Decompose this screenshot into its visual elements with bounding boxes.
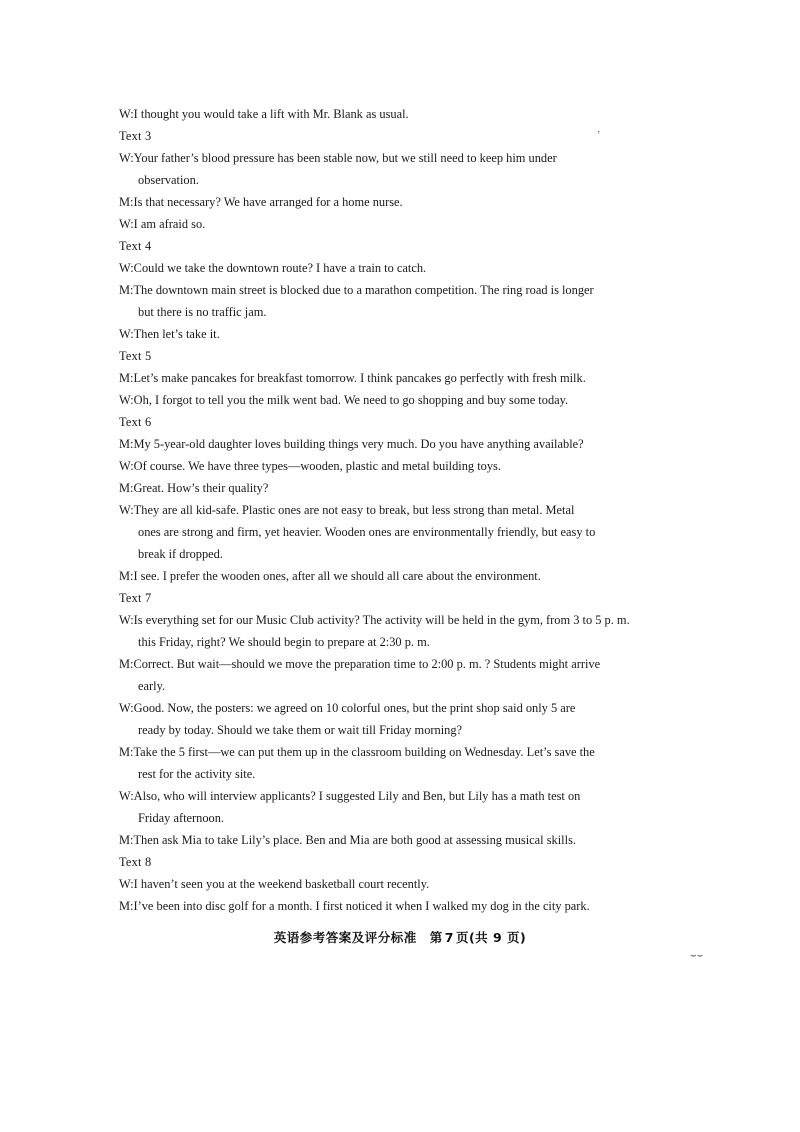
footer-suffix: 页(共 9 页) (455, 930, 527, 945)
section-label: Text 4 (119, 239, 152, 253)
dialogue-line: W:Good. Now, the posters: we agreed on 10 colorful ones, but the print shop said only 5 are (119, 701, 576, 715)
dialogue-line-continuation: ready by today. Should we take them or wait till Friday morning? (138, 723, 463, 737)
dialogue-line: W:Of course. We have three types—wooden, plastic and metal building toys. (119, 459, 501, 473)
dialogue-line: M:The downtown main street is blocked due to a marathon competition. The ring road is longer (119, 283, 594, 297)
dialogue-line: M:Is that necessary? We have arranged for a home nurse. (119, 195, 403, 209)
section-label: Text 8 (119, 855, 152, 869)
dialogue-line-continuation: this Friday, right? We should begin to prepare at 2:30 p. m. (138, 635, 430, 649)
dialogue-line: M:I’ve been into disc golf for a month. I first noticed it when I walked my dog in the city park. (119, 899, 590, 913)
section-label: Text 7 (119, 591, 152, 605)
section-label: Text 3 (119, 129, 152, 143)
dialogue-line: M:Let’s make pancakes for breakfast tomorrow. I think pancakes go perfectly with fresh milk. (119, 371, 586, 385)
dialogue-line: M:Correct. But wait—should we move the preparation time to 2:00 p. m. ? Students might arrive (119, 657, 601, 671)
dialogue-line-continuation: Friday afternoon. (138, 811, 225, 825)
dialogue-line: M:Take the 5 first—we can put them up in the classroom building on Wednesday. Let’s save the (119, 745, 595, 759)
dialogue-line-continuation: ones are strong and firm, yet heavier. Wooden ones are environmentally friendly, but easy to (138, 525, 596, 539)
dialogue-line: W:I haven’t seen you at the weekend basketball court recently. (119, 877, 430, 891)
dialogue-line-continuation: break if dropped. (138, 547, 223, 561)
dialogue-line: W:Then let’s take it. (119, 327, 220, 341)
dialogue-line: W:Could we take the downtown route? I have a train to catch. (119, 261, 427, 275)
dialogue-line: W:Is everything set for our Music Club activity? The activity will be held in the gym, from 3 to 5 p. m. (119, 613, 630, 627)
dialogue-line: W:Oh, I forgot to tell you the milk went bad. We need to go shopping and buy some today. (119, 393, 569, 407)
dialogue-line: W:I thought you would take a lift with Mr. Blank as usual. (119, 107, 409, 121)
document-body (119, 103, 685, 917)
scan-speck: ʼ (597, 130, 601, 141)
dialogue-line-continuation: rest for the activity site. (138, 767, 256, 781)
dialogue-line: W:They are all kid-safe. Plastic ones are not easy to break, but less strong than metal. Metal (119, 503, 575, 517)
dialogue-line: W:I am afraid so. (119, 217, 206, 231)
scan-speck: ⌣⌣ (690, 950, 704, 961)
page-footer (0, 928, 800, 946)
dialogue-line: M:Great. How’s their quality? (119, 481, 269, 495)
dialogue-line-continuation: observation. (138, 173, 199, 187)
footer-prefix: 英语参考答案及评分标准 第 (273, 930, 443, 945)
footer-page-number: 7 (444, 930, 454, 945)
dialogue-line: W:Your father’s blood pressure has been stable now, but we still need to keep him under (119, 151, 557, 165)
dialogue-line: M:I see. I prefer the wooden ones, after all we should all care about the environment. (119, 569, 541, 583)
dialogue-line: M:My 5-year-old daughter loves building things very much. Do you have anything available? (119, 437, 584, 451)
dialogue-line: M:Then ask Mia to take Lily’s place. Ben and Mia are both good at assessing musical skills. (119, 833, 576, 847)
dialogue-line: W:Also, who will interview applicants? I suggested Lily and Ben, but Lily has a math test on (119, 789, 581, 803)
section-label: Text 5 (119, 349, 152, 363)
dialogue-line-continuation: but there is no traffic jam. (138, 305, 267, 319)
dialogue-line-continuation: early. (138, 679, 166, 693)
section-label: Text 6 (119, 415, 152, 429)
